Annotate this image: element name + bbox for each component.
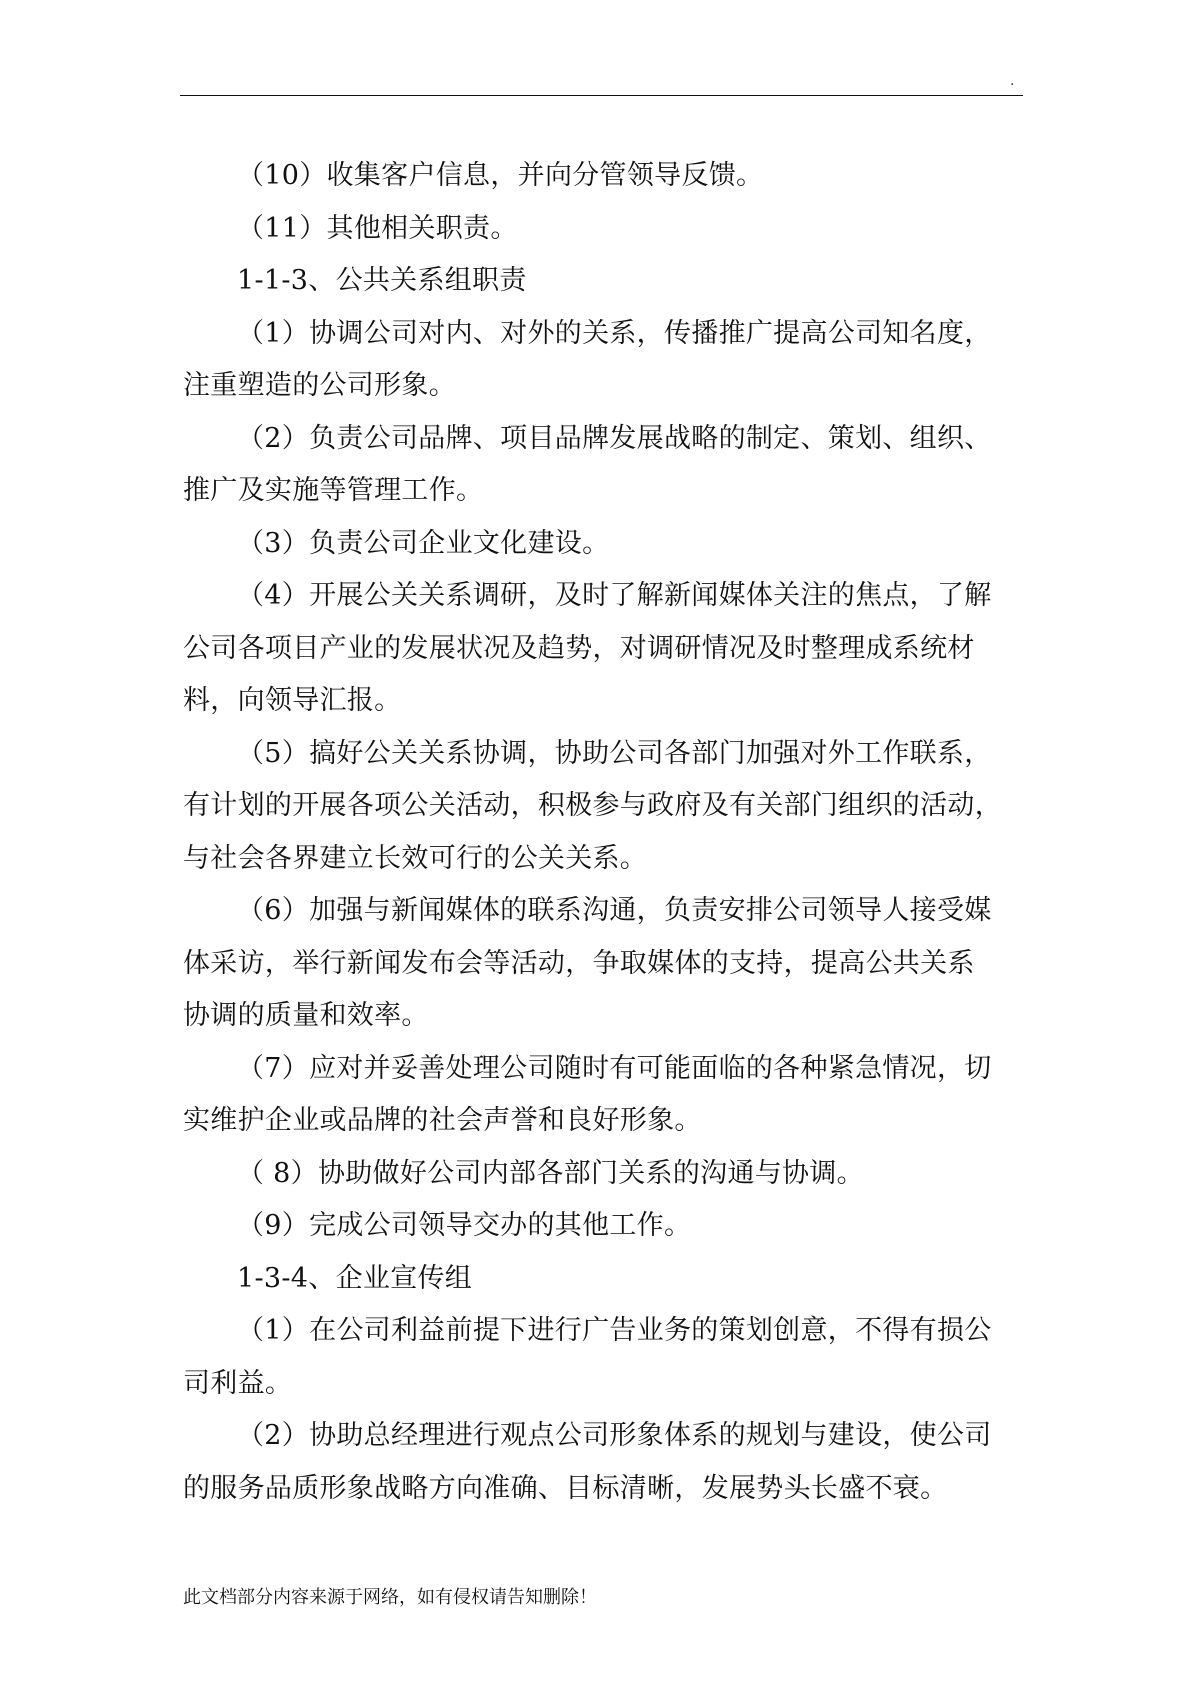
header-rule (180, 95, 1023, 96)
text-line: 司利益。 (183, 1367, 293, 1399)
text-line: （6）加强与新闻媒体的联系沟通，负责安排公司领导人接受媒 (237, 895, 992, 926)
paragraph (183, 1043, 1023, 1148)
paragraph (183, 1148, 1023, 1201)
text-line: 推广及实施等管理工作。 (183, 475, 484, 506)
section-heading (183, 255, 1023, 308)
text-line: 的服务品质形象战略方向准确、目标清晰，发展势头长盛不衰。 (183, 1472, 948, 1504)
text-line: （2）协助总经理进行观点公司形象体系的规划与建设，使公司 (237, 1420, 992, 1451)
text-line: （1）协调公司对内、对外的关系，传播推广提高公司知名度， (237, 317, 992, 349)
text-line: 体采访，举行新闻发布会等活动，争取媒体的支持，提高公共关系 (183, 947, 975, 979)
text-line: （7）应对并妥善处理公司随时有可能面临的各种紧急情况，切 (237, 1052, 992, 1084)
text-line: 1-1-3、公共关系组职责 (237, 265, 527, 296)
text-line: 实维护企业或品牌的社会声誉和良好形象。 (183, 1105, 702, 1136)
text-line: （11）其他相关职责。 (237, 212, 518, 244)
paragraph (183, 150, 1023, 203)
text-line: 料，向领导汇报。 (183, 685, 402, 716)
text-line: （ 8）协助做好公司内部各部门关系的沟通与协调。 (237, 1157, 864, 1189)
paragraph (183, 885, 1023, 1043)
paragraph (183, 413, 1023, 518)
text-line: 有计划的开展各项公关活动，积极参与政府及有关部门组织的活动， (183, 790, 1002, 821)
text-line: （3）负责公司企业文化建设。 (237, 527, 610, 559)
paragraph (183, 308, 1023, 413)
document-body (183, 150, 1023, 1515)
text-line: 公司各项目产业的发展状况及趋势，对调研情况及时整理成系统材 (183, 632, 975, 664)
text-line: 协调的质量和效率。 (183, 1000, 429, 1031)
text-line: （10）收集客户信息，并向分管领导反馈。 (237, 160, 764, 191)
text-line: 注重塑造的公司形象。 (183, 370, 456, 401)
footer-disclaimer: 此文档部分内容来源于网络，如有侵权请告知删除！ (183, 1587, 597, 1608)
paragraph (183, 728, 1023, 886)
paragraph (183, 570, 1023, 728)
text-line: （5）搞好公关关系协调，协助公司各部门加强对外工作联系， (237, 737, 992, 769)
paragraph (183, 1200, 1023, 1253)
text-line: 1-3-4、企业宣传组 (237, 1262, 473, 1294)
header-mark: . (1010, 73, 1015, 89)
section-heading (183, 1253, 1023, 1306)
text-line: 与社会各界建立长效可行的公关关系。 (183, 842, 648, 874)
text-line: （4）开展公关关系调研，及时了解新闻媒体关注的焦点，了解 (237, 580, 992, 611)
text-line: （1）在公司利益前提下进行广告业务的策划创意，不得有损公 (237, 1315, 992, 1346)
paragraph (183, 1305, 1023, 1410)
text-line: （2）负责公司品牌、项目品牌发展战略的制定、策划、组织、 (237, 422, 992, 454)
paragraph (183, 1410, 1023, 1515)
text-line: （9）完成公司领导交办的其他工作。 (237, 1210, 692, 1241)
paragraph (183, 203, 1023, 256)
paragraph (183, 518, 1023, 571)
